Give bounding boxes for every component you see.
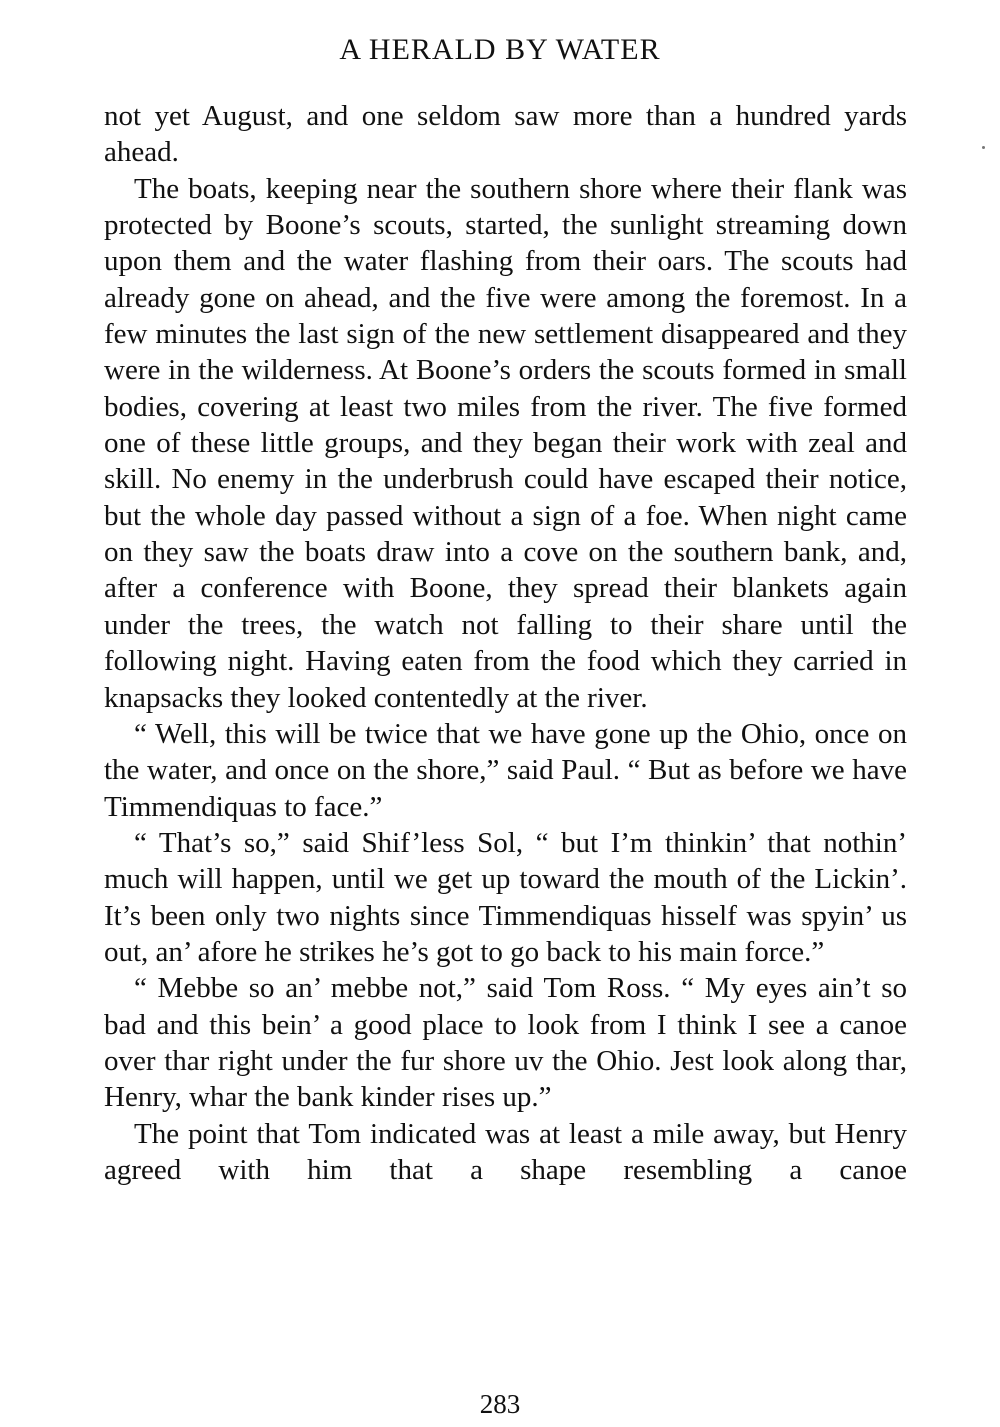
paragraph: “ That’s so,” said Shif’less Sol, “ but I’m thinkin’ that nothin’ much will happen, until we get up toward the mouth of the Lickin’. It’s been only two nights since Timmendiquas hisself was spyin’ us out, an’ afore he strikes he’s got to go back to his main force.” bbox=[104, 826, 907, 968]
paragraph: The boats, keeping near the southern shore where their flank was protected by Boone’s scouts, started, the sunlight streaming down upon them and the water flashing from their oars. The scouts had already gone on ahead, and the five were among the foremost. In a few minutes the last sign of the new settlement disappeared and they were in the wilderness. At Boone’s orders the scouts formed in small bodies, covering at least two miles from the river. The five formed one of these little groups, and they began their work with zeal and skill. No enemy in the underbrush could have escaped their notice, but the whole day passed without a sign of a foe. When night came on they saw the boats draw into a cove on the southern bank, and, after a conference with Boone, they spread their blankets again under the trees, the watch not falling to their share until the following night. Having eaten from the food which they carried in knapsacks they looked contentedly at the river. bbox=[104, 172, 907, 714]
paragraph: “ Well, this will be twice that we have gone up the Ohio, once on the water, and once on the shore,” said Paul. “ But as before we have Timmendiquas to face.” bbox=[104, 717, 907, 823]
body-text bbox=[104, 98, 907, 1188]
page-number: 283 bbox=[479, 1389, 521, 1419]
paragraph: “ Mebbe so an’ mebbe not,” said Tom Ross. “ My eyes ain’t so bad and this bein’ a good place to look from I think I see a canoe over thar right under the fur shore uv the Ohio. Jest look along thar, Henry, whar the bank kinder rises up.” bbox=[104, 972, 907, 1114]
scan-speck bbox=[982, 146, 985, 149]
paragraph-runover: The point that Tom indicated was at least a mile away, but Henry agreed with him that a shape resembling a canoe bbox=[104, 1117, 907, 1186]
paragraph-continued: not yet August, and one seldom saw more than a hundred yards ahead. bbox=[104, 100, 907, 169]
running-head-title: A HERALD BY WATER bbox=[339, 33, 661, 66]
